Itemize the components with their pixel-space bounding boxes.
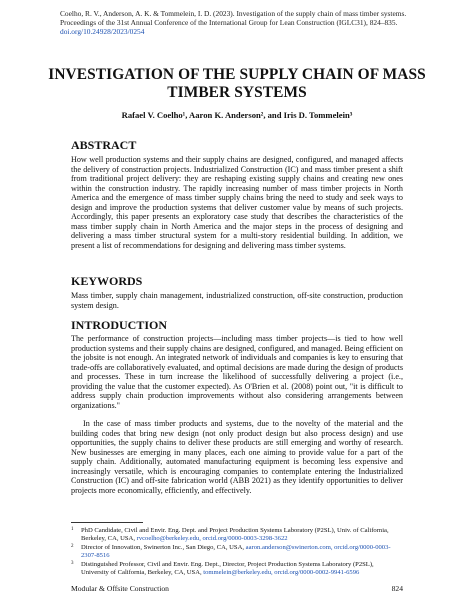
introduction-heading: INTRODUCTION xyxy=(71,318,168,332)
footnote-2 xyxy=(71,544,403,560)
introduction-paragraph-1 xyxy=(71,334,403,410)
footnote-divider xyxy=(71,522,143,523)
footnote-text: Distinguished Professor, Civil and Envir. Eng. Dept., Director, Project Production Systems Laboratory (P2SL), University of California, Berkeley, CA, USA, xyxy=(81,561,374,577)
page-number: 824 xyxy=(391,584,403,593)
footnote-links[interactable]: rvcoelho@berkeley.edu, orcid.org/0000-0003-3298-3622 xyxy=(136,535,288,543)
abstract-heading: ABSTRACT xyxy=(71,138,137,152)
paper-title: INVESTIGATION OF THE SUPPLY CHAIN OF MASS TIMBER SYSTEMS xyxy=(48,66,426,101)
footnote-text: PhD Candidate, Civil and Envir. Eng. Dept. and Project Production Systems Laboratory (P2SL), Univ. of California, Berkeley, CA, USA, xyxy=(81,527,389,543)
citation-text: Coelho, R. V., Anderson, A. K. & Tommelein, I. D. (2023). Investigation of the supply chain of mass timber systems. Proceedings of the 31st Annual Conference of the International Group for Lean Construction (IGLC31), 824–835. xyxy=(60,9,407,28)
footnote-1 xyxy=(71,527,403,543)
keywords-heading: KEYWORDS xyxy=(71,274,143,288)
keywords-text: Mass timber, supply chain management, industrialized construction, off-site construction, production system design. xyxy=(71,291,403,310)
footnote-number: 2 xyxy=(71,544,74,550)
intro-para-2-text: In the case of mass timber products and systems, due to the novelty of the material and the building codes that bring new design (not only product design but also process design) and use opportunities, the supply chains to deliver these products are still emerging and worthy of research. New businesses are emerging in many places, each one aiming to provide value for a part of the supply chain. Additionally, automated manufacturing equipment is becoming less expensive and increasingly versatile, which is encouraging companies to contemplate entering the Industrialized Construction (IC) and off-site fabrication world (ABB 2021) as they identify opportunities to deliver projects more economically, efficiently, and effectively. xyxy=(71,419,403,495)
footnote-number: 1 xyxy=(71,527,74,532)
author-list: Rafael V. Coelho¹, Aaron K. Anderson², and Iris D. Tommelein³ xyxy=(121,110,353,120)
citation-header xyxy=(60,9,416,37)
footer-track-name: Modular & Offsite Construction xyxy=(71,584,169,593)
footnote-3 xyxy=(71,561,403,577)
introduction-paragraph-2 xyxy=(71,419,403,495)
doi-link[interactable]: doi.org/10.24928/2023/0254 xyxy=(60,27,145,37)
intro-para-1-text: The performance of construction projects—including mass timber projects—is tied to how well production systems and their supply chains are designed, configured, and managed. Being efficient on the jobsite is not enough. An integrated network of individuals and companies is key to ensuring that trade-offs are collaboratively evaluated, and optimal decisions are made during the design of products and processes. These in turn increase the likelihood of successfully delivering a project (i.e., providing the value that the customer expected). As O'Brien et al. (2008) point out, "it is difficult to address supply chain production improvements without also considering arrangements between organizations." xyxy=(71,334,403,410)
footnote-links[interactable]: aaron.anderson@swinerton.com, orcid.org/0000-0003-2307-8516 xyxy=(81,544,391,560)
footnote-number: 3 xyxy=(71,561,74,567)
footnote-text: Director of Innovation, Swinerton Inc., San Diego, CA, USA, xyxy=(81,544,244,552)
abstract-text: How well production systems and their supply chains are designed, configured, and managed affects the delivery of construction projects. Industrialized Construction (IC) and mass timber present a shift from traditional project delivery: they are reshaping existing supply chains and creating new ones within the construction industry. The rapidly increasing number of mass timber projects in North America and the emergence of mass timber supply chains bring the need to study and seek ways to design and improve the production systems that deliver customer value by means of such projects. Accordingly, this paper presents an exploratory case study that describes the characteristics of the mass timber supply chain in North America and the major steps in the process of designing and delivering a mass timber structural system for a multi-story residential building. In addition, we present a list of recommendations for designing and delivering mass timber systems. xyxy=(71,155,403,250)
footnotes xyxy=(71,522,403,579)
footnote-links[interactable]: tommelein@berkeley.edu, orcid.org/0000-0002-9941-6596 xyxy=(203,569,360,577)
